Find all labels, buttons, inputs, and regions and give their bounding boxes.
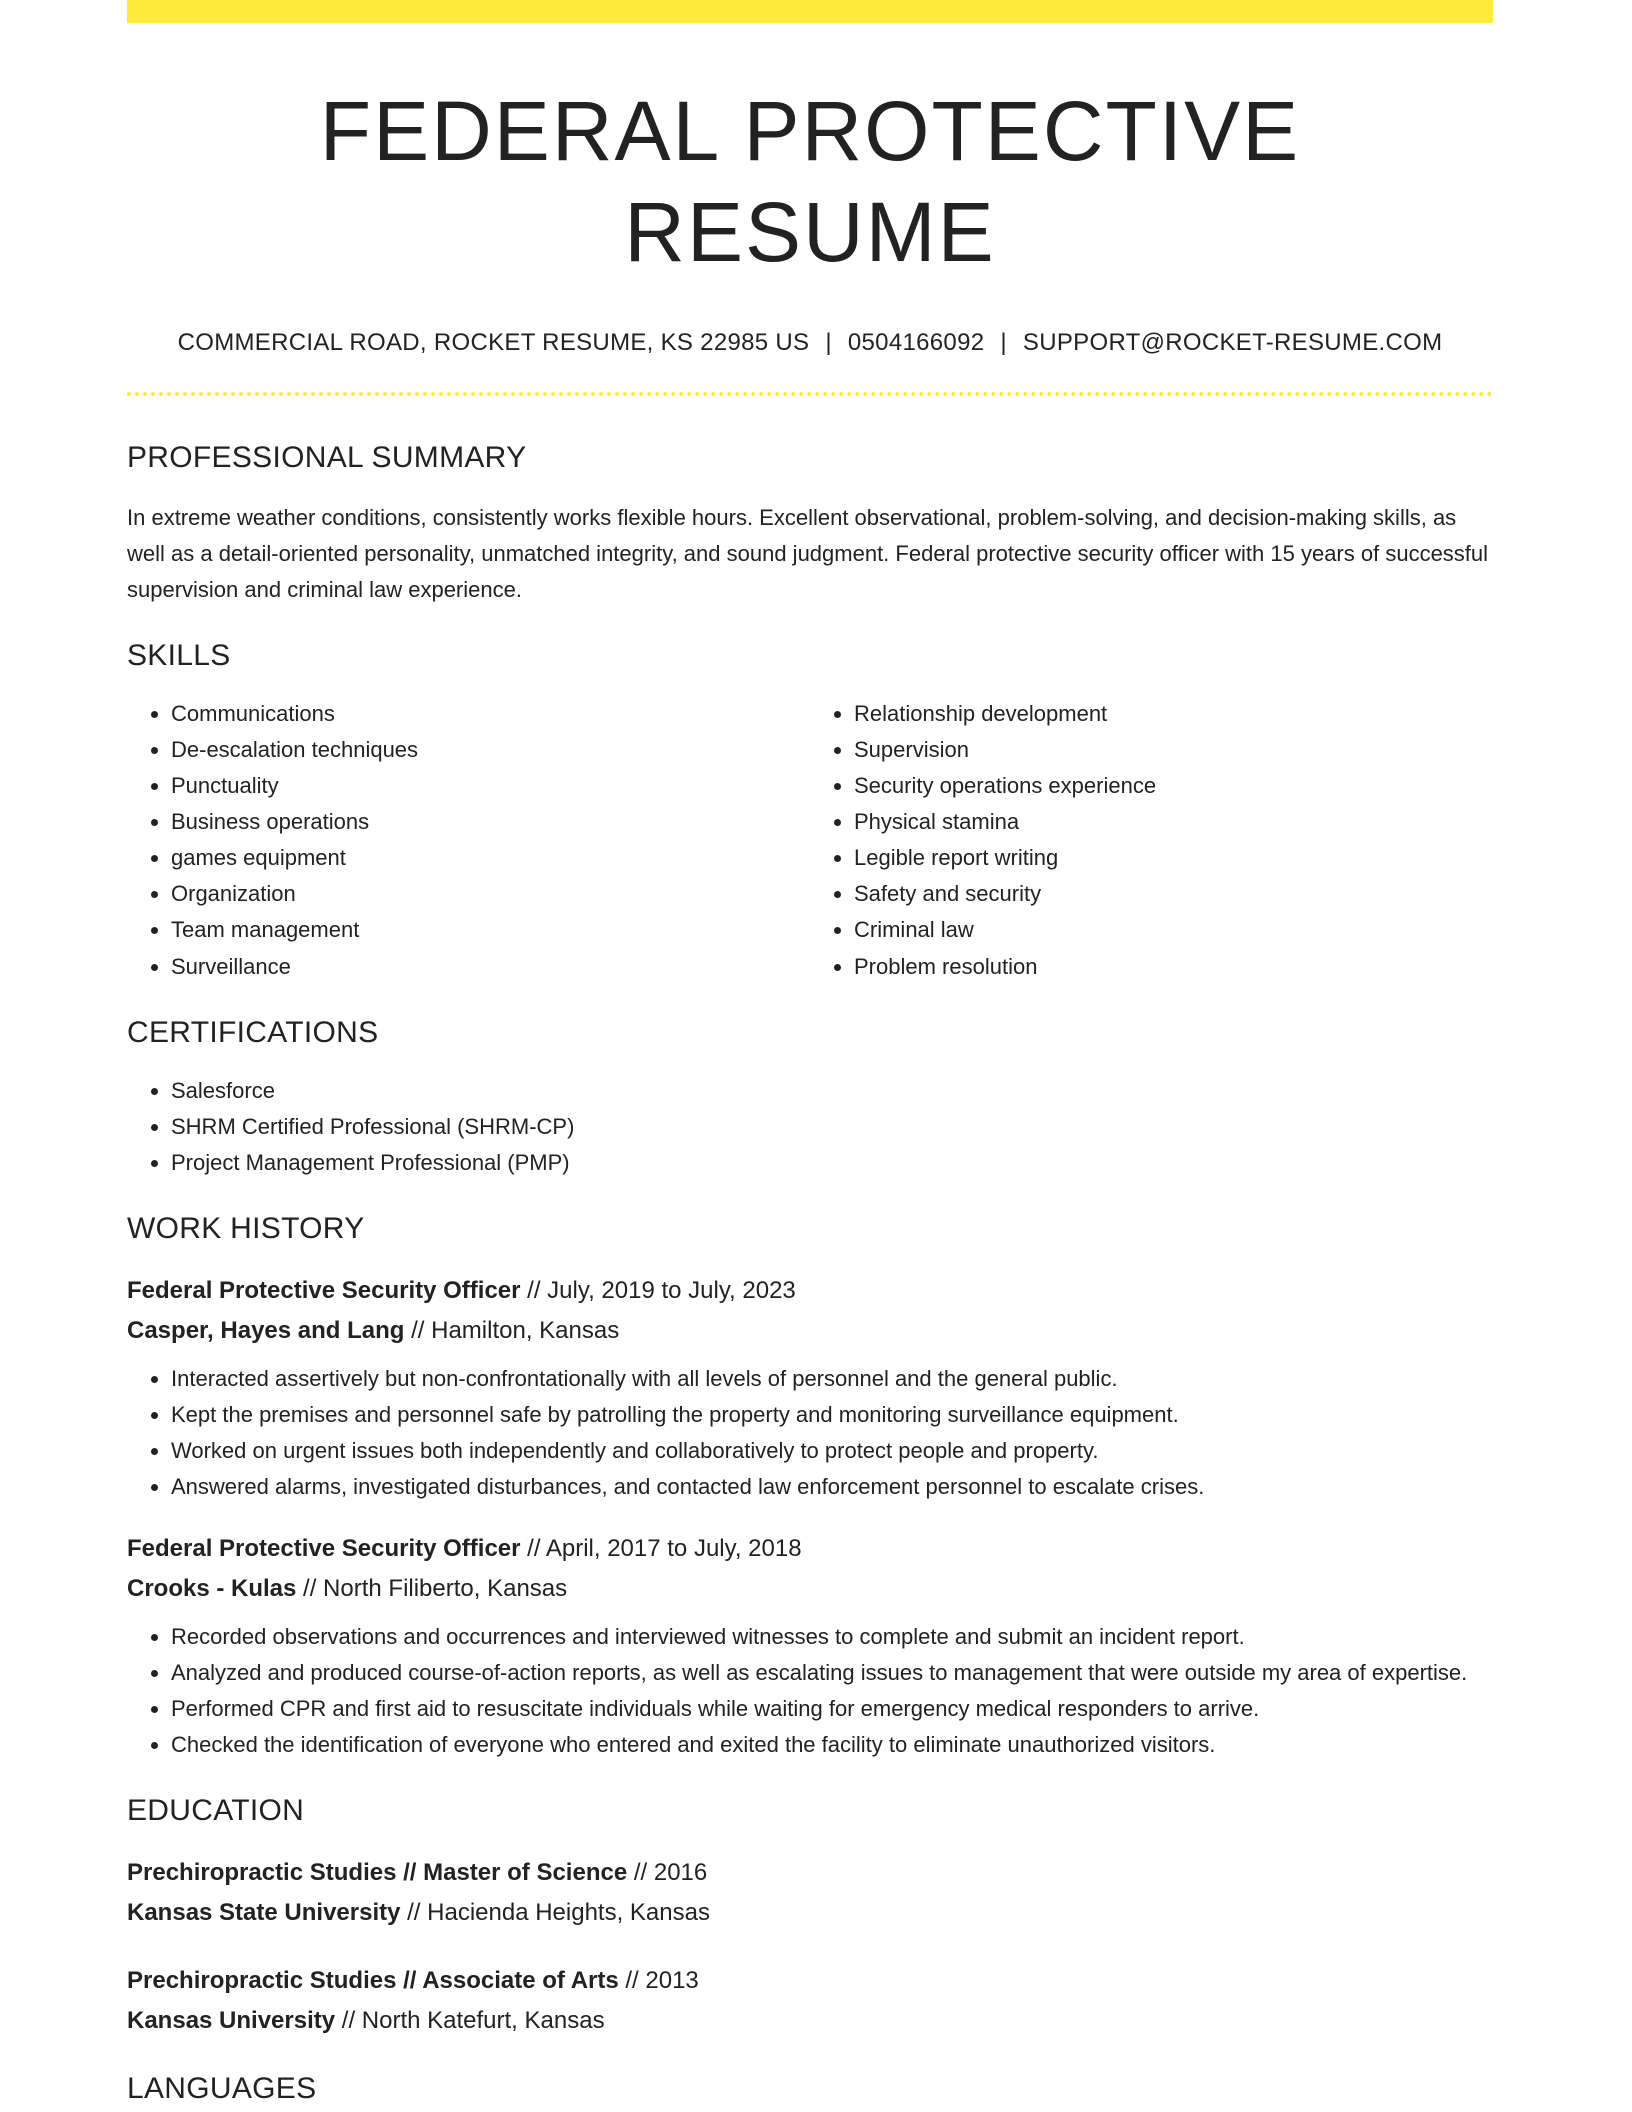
job-company-line bbox=[127, 1569, 1493, 1609]
contact-email[interactable]: SUPPORT@ROCKET-RESUME.COM bbox=[1022, 328, 1443, 356]
contact-address: COMMERCIAL ROAD, ROCKET RESUME, KS 22985 US bbox=[177, 328, 810, 356]
education-list bbox=[127, 1853, 1493, 2041]
skill-item: • Security operations experience bbox=[854, 768, 1493, 804]
skill-item: • games equipment bbox=[171, 840, 810, 876]
skills-heading: SKILLS bbox=[127, 638, 231, 672]
certifications-list bbox=[127, 1073, 1493, 1181]
skill-item: • Physical stamina bbox=[854, 804, 1493, 840]
job-duty: • Performed CPR and first aid to resuscitate individuals while waiting for emergency medical responders to arrive. bbox=[171, 1691, 1493, 1727]
skill-item: • Criminal law bbox=[854, 912, 1493, 948]
education-school-line bbox=[127, 1893, 1493, 1933]
contact-separator: | bbox=[1000, 328, 1007, 356]
job-location: // North Filiberto, Kansas bbox=[296, 1574, 568, 1602]
skill-item: • Relationship development bbox=[854, 696, 1493, 732]
job-duty: • Analyzed and produced course-of-action reports, as well as escalating issues to management that were outside my area of expertise. bbox=[171, 1655, 1493, 1691]
skill-item: • Communications bbox=[171, 696, 810, 732]
job-duty: • Worked on urgent issues both independently and collaboratively to protect people and property. bbox=[171, 1433, 1493, 1469]
certifications-heading: CERTIFICATIONS bbox=[127, 1015, 379, 1049]
contact-phone[interactable]: 0504166092 bbox=[847, 328, 985, 356]
education-school: Kansas University bbox=[127, 2006, 336, 2034]
education-year: // 2016 bbox=[627, 1858, 708, 1886]
job-duty: • Kept the premises and personnel safe by patrolling the property and monitoring surveillance equipment. bbox=[171, 1397, 1493, 1433]
education-location: // Hacienda Heights, Kansas bbox=[400, 1898, 710, 1926]
education-degree: Prechiropractic Studies // Associate of Arts bbox=[127, 1966, 619, 1994]
certification-item: • Salesforce bbox=[171, 1073, 1493, 1109]
resume-page bbox=[127, 0, 1493, 2107]
job-company: Crooks - Kulas bbox=[127, 1574, 297, 1602]
skills-list-left bbox=[127, 696, 810, 985]
dotted-divider bbox=[127, 392, 1493, 396]
education-entry bbox=[127, 1853, 1493, 1933]
education-degree: Prechiropractic Studies // Master of Science bbox=[127, 1858, 628, 1886]
job-company-line bbox=[127, 1311, 1493, 1351]
job-title-line bbox=[127, 1529, 1493, 1569]
education-degree-line bbox=[127, 1961, 1493, 2001]
skill-item: • Business operations bbox=[171, 804, 810, 840]
job-title-line bbox=[127, 1271, 1493, 1311]
skill-item: • Supervision bbox=[854, 732, 1493, 768]
job-position: Federal Protective Security Officer bbox=[127, 1534, 521, 1562]
accent-top-bar bbox=[127, 0, 1493, 23]
job-location: // Hamilton, Kansas bbox=[404, 1316, 620, 1344]
job-duties-list bbox=[127, 1361, 1493, 1505]
education-location: // North Katefurt, Kansas bbox=[335, 2006, 605, 2034]
skill-item: • Punctuality bbox=[171, 768, 810, 804]
skill-item: • De-escalation techniques bbox=[171, 732, 810, 768]
job-entry bbox=[127, 1271, 1493, 1505]
certification-item: • SHRM Certified Professional (SHRM-CP) bbox=[171, 1109, 1493, 1145]
skill-item: • Safety and security bbox=[854, 876, 1493, 912]
education-entry bbox=[127, 1961, 1493, 2041]
job-dates: // April, 2017 to July, 2018 bbox=[520, 1534, 802, 1562]
skill-item: • Legible report writing bbox=[854, 840, 1493, 876]
education-year: // 2013 bbox=[618, 1966, 699, 1994]
job-entry bbox=[127, 1529, 1493, 1763]
certification-item: • Project Management Professional (PMP) bbox=[171, 1145, 1493, 1181]
skills-list-right bbox=[810, 696, 1493, 985]
contact-line bbox=[127, 327, 1493, 358]
job-duty: • Interacted assertively but non-confrontationally with all levels of personnel and the general public. bbox=[171, 1361, 1493, 1397]
job-duty: • Answered alarms, investigated disturbances, and contacted law enforcement personnel to escalate crises. bbox=[171, 1469, 1493, 1505]
education-school-line bbox=[127, 2001, 1493, 2041]
job-duty: • Checked the identification of everyone who entered and exited the facility to eliminate unauthorized visitors. bbox=[171, 1727, 1493, 1763]
resume-name: FEDERAL PROTECTIVE RESUME bbox=[319, 84, 1301, 279]
education-school: Kansas State University bbox=[127, 1898, 401, 1926]
education-heading: EDUCATION bbox=[127, 1793, 305, 1827]
skill-item: • Team management bbox=[171, 912, 810, 948]
job-dates: // July, 2019 to July, 2023 bbox=[520, 1276, 796, 1304]
job-company: Casper, Hayes and Lang bbox=[127, 1316, 405, 1344]
work-history-heading: WORK HISTORY bbox=[127, 1211, 365, 1245]
summary-heading: PROFESSIONAL SUMMARY bbox=[127, 440, 527, 474]
skill-item: • Problem resolution bbox=[854, 948, 1493, 985]
contact-separator: | bbox=[825, 328, 832, 356]
summary-text: In extreme weather conditions, consistently works flexible hours. Excellent observational, problem-solving, and decision-making skills, as well as a detail-oriented personality, unmatched integrity, and sound judgment. Federal protective security officer with 15 years of successful supervision and criminal law experience. bbox=[127, 504, 1489, 602]
job-duty: • Recorded observations and occurrences and interviewed witnesses to complete and submit an incident report. bbox=[171, 1619, 1493, 1655]
skills-grid bbox=[127, 696, 1493, 985]
skill-item: • Surveillance bbox=[171, 948, 810, 985]
job-duties-list bbox=[127, 1619, 1493, 1763]
education-degree-line bbox=[127, 1853, 1493, 1893]
languages-heading: LANGUAGES bbox=[127, 2071, 317, 2105]
skill-item: • Organization bbox=[171, 876, 810, 912]
job-position: Federal Protective Security Officer bbox=[127, 1276, 521, 1304]
